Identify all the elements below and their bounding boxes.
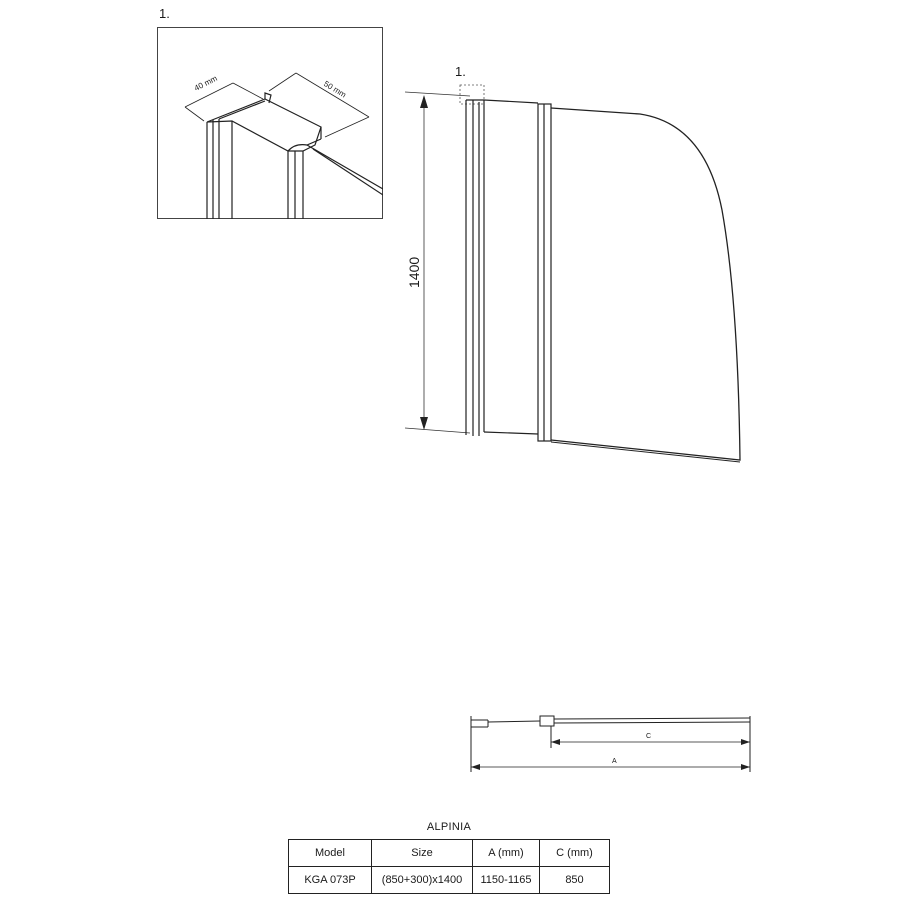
wall-profile	[466, 100, 484, 436]
detail-marker-label: 1.	[159, 6, 170, 21]
dim-a-label: A	[612, 758, 617, 765]
dim-50-label: 50 mm	[322, 79, 348, 100]
height-arrow-bottom	[420, 417, 428, 430]
hinge-profile	[538, 104, 551, 441]
dim-c-arrow-right	[741, 739, 750, 745]
dim-c-label: C	[646, 733, 652, 740]
height-label: 1400	[406, 256, 422, 288]
cell-size: (850+300)x1400	[372, 867, 473, 894]
dim-c-arrow-left	[551, 739, 560, 745]
spec-table	[288, 839, 610, 894]
header-model: Model	[289, 840, 372, 867]
fixed-panel	[484, 100, 538, 434]
dim-40-label: 40 mm	[192, 73, 219, 93]
header-a: A (mm)	[473, 840, 540, 867]
detail-callout-box	[460, 85, 484, 104]
swing-panel-bottom-seal	[551, 442, 740, 462]
height-arrow-top	[420, 95, 428, 108]
table-title: ALPINIA	[426, 821, 472, 833]
dim-a-arrow-right	[741, 764, 750, 770]
cell-c: 850	[540, 867, 610, 894]
plan-view	[471, 716, 750, 772]
cell-model: KGA 073P	[289, 867, 372, 894]
header-size: Size	[372, 840, 473, 867]
header-c: C (mm)	[540, 840, 610, 867]
swing-panel	[551, 108, 740, 460]
cell-a: 1150-1165	[473, 867, 540, 894]
main-marker-label: 1.	[455, 64, 466, 79]
table-row	[289, 867, 610, 894]
dim-a-arrow-left	[471, 764, 480, 770]
table-header-row	[289, 840, 610, 867]
